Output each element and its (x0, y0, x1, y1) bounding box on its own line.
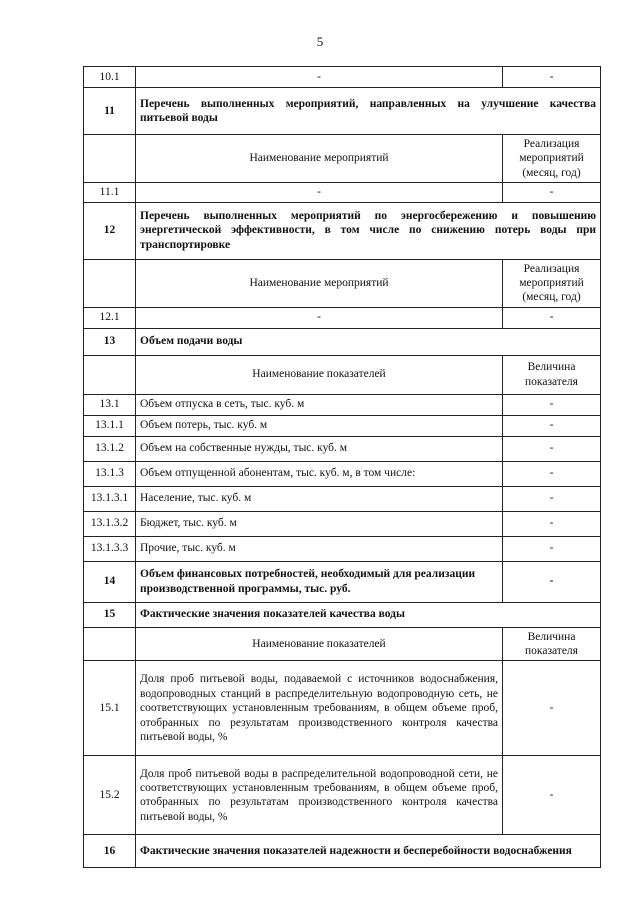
row-value: - (503, 511, 601, 536)
row-name: Объем отпущенной абонентам, тыс. куб. м, в том числе: (136, 461, 503, 486)
section-number: 13 (84, 328, 136, 355)
row-name: Население, тыс. куб. м (136, 486, 503, 511)
row-number: 12.1 (84, 307, 136, 328)
row-value: - (503, 436, 601, 461)
row-number: 15.2 (84, 756, 136, 835)
row-name: Объем потерь, тыс. куб. м (136, 415, 503, 436)
column-header-name: Наименование мероприятий (136, 259, 503, 307)
section-number: 16 (84, 835, 136, 868)
table-row (84, 661, 601, 756)
header-row (84, 135, 601, 183)
table-row (84, 461, 601, 486)
row-value: - (503, 67, 601, 88)
section-row (84, 835, 601, 868)
row-value: - (503, 661, 601, 756)
section-title: Объем подачи воды (136, 328, 601, 355)
row-number: 13.1.3.1 (84, 486, 136, 511)
section-row (84, 328, 601, 355)
column-header-value: Реализация мероприятий (месяц, год) (503, 135, 601, 183)
header-row (84, 355, 601, 394)
row-number: 13.1 (84, 394, 136, 415)
row-value: - (503, 461, 601, 486)
column-header-name: Наименование мероприятий (136, 135, 503, 183)
section-row (84, 602, 601, 627)
header-row (84, 627, 601, 661)
row-value: - (503, 486, 601, 511)
section-number: 12 (84, 202, 136, 259)
row-value: - (503, 183, 601, 202)
column-header-value: Величина показателя (503, 627, 601, 661)
row-name: Объем на собственные нужды, тыс. куб. м (136, 436, 503, 461)
column-header-value: Реализация мероприятий (месяц, год) (503, 259, 601, 307)
row-name: - (136, 307, 503, 328)
table-row (84, 67, 601, 88)
row-number: 13.1.1 (84, 415, 136, 436)
column-header-value: Величина показателя (503, 355, 601, 394)
row-number: 13.1.3 (84, 461, 136, 486)
row-value: - (503, 756, 601, 835)
section-number: 14 (84, 561, 136, 602)
table-row (84, 756, 601, 835)
row-name: Прочие, тыс. куб. м (136, 536, 503, 561)
row-value: - (503, 394, 601, 415)
section-title: Перечень выполненных мероприятий по энергосбережению и повышению энергетической эффективности, в том числе по снижению потерь воды при транспортировке (136, 202, 601, 259)
row-number: 13.1.3.3 (84, 536, 136, 561)
row-name: Доля проб питьевой воды, подаваемой с источников водоснабжения, водопроводных станций в распределительную водопроводную сеть, не соответствующих установленным требованиям, в общем объеме проб, отобранных по результатам производственного контроля качества питьевой воды, % (136, 661, 503, 756)
section-number: 11 (84, 88, 136, 135)
section-title: Перечень выполненных мероприятий, направленных на улучшение качества питьевой воды (136, 88, 601, 135)
row-name: - (136, 67, 503, 88)
section-title: Фактические значения показателей надежности и бесперебойности водоснабжения (136, 835, 601, 868)
report-table (83, 66, 601, 868)
row-name: Бюджет, тыс. куб. м (136, 511, 503, 536)
page-number: 5 (316, 34, 324, 49)
row-value: - (503, 307, 601, 328)
section-title: Фактические значения показателей качества воды (136, 602, 601, 627)
header-row (84, 259, 601, 307)
column-header-name: Наименование показателей (136, 627, 503, 661)
row-number: 13.1.3.2 (84, 511, 136, 536)
table-row (84, 183, 601, 202)
row-value: - (503, 536, 601, 561)
table-row (84, 415, 601, 436)
row-number: 11.1 (84, 183, 136, 202)
row-name: Доля проб питьевой воды в распределительной водопроводной сети, не соответствующих установленным требованиям, в общем объеме проб, отобранных по результатам производственного контроля качества питьевой воды, % (136, 756, 503, 835)
section-row (84, 88, 601, 135)
row-name: - (136, 183, 503, 202)
section-row (84, 202, 601, 259)
table-row (84, 436, 601, 461)
row-value: - (503, 561, 601, 602)
column-header-name: Наименование показателей (136, 355, 503, 394)
section-title: Объем финансовых потребностей, необходимый для реализации производственной программы, тыс. руб. (136, 561, 503, 602)
row-value: - (503, 415, 601, 436)
row-number: 10.1 (84, 67, 136, 88)
table-row (84, 511, 601, 536)
section-number: 15 (84, 602, 136, 627)
section-row (84, 561, 601, 602)
row-number: 13.1.2 (84, 436, 136, 461)
row-name: Объем отпуска в сеть, тыс. куб. м (136, 394, 503, 415)
table-row (84, 536, 601, 561)
table-row (84, 307, 601, 328)
table-row (84, 394, 601, 415)
row-number: 15.1 (84, 661, 136, 756)
table-row (84, 486, 601, 511)
